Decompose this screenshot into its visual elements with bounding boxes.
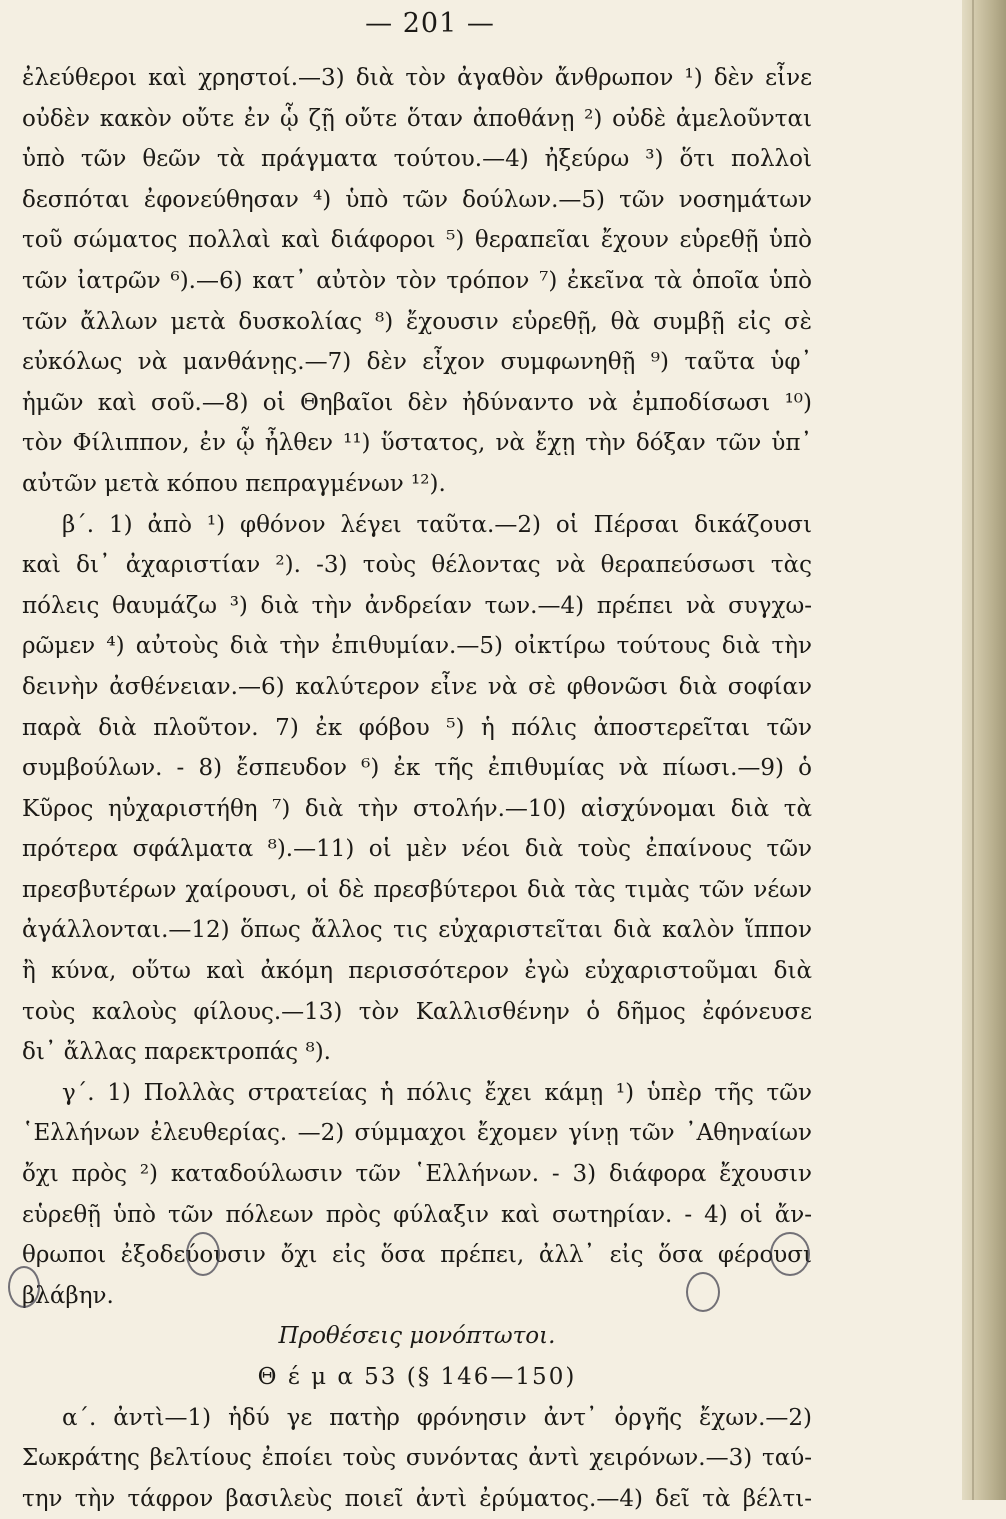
section-heading: Θ έ μ α 53 (§ 146—150)	[257, 1364, 577, 1390]
text-line: παρὰ διὰ πλοῦτον. 7) ἐκ φόβου ⁵) ἡ πόλις ἀποστερεῖται τῶν	[22, 714, 812, 741]
section-heading: Προθέσεις μονόπτωτοι.	[278, 1323, 556, 1350]
text-line: πρότερα σφάλματα ⁸).—11) οἱ μὲν νέοι διὰ τοὺς ἐπαίνους τῶν	[22, 836, 812, 863]
pencil-circle-mark	[770, 1232, 810, 1276]
text-line: Σωκράτης βελτίους ἐποίει τοὺς συνόντας ἀντὶ χειρόνων.—3) ταύ-	[22, 1445, 812, 1472]
text-line: ῾Ελλήνων ἐλευθερίας. —2) σύμμαχοι ἔχομεν γίνῃ τῶν ᾽Αθηναίων	[22, 1120, 812, 1147]
text-line: τῶν ἄλλων μετὰ δυσκολίας ⁸) ἔχουσιν εὑρεθῇ, θὰ συμβῇ εἰς σὲ	[22, 308, 812, 335]
text-line: εὐκόλως νὰ μανθάνῃς.—7) δὲν εἶχον συμφωνηθῇ ⁹) ταῦτα ὑφ᾽	[22, 349, 812, 376]
page-number: — 201 —	[365, 8, 495, 39]
text-line: οὐδὲν κακὸν οὔτε ἐν ᾧ ζῇ οὔτε ὅταν ἀποθάνῃ ²) οὐδὲ ἀμελοῦνται	[22, 105, 812, 132]
text-line: καὶ δι᾽ ἀχαριστίαν ²). -3) τοὺς θέλοντας νὰ θεραπεύσωσι τὰς	[22, 552, 812, 579]
pencil-circle-mark	[186, 1232, 220, 1276]
text-line: δεινὴν ἀσθένειαν.—6) καλύτερον εἶνε νὰ σὲ φθονῶσι διὰ σοφίαν	[22, 673, 812, 700]
text-line: ὑπὸ τῶν θεῶν τὰ πράγματα τούτου.—4) ἠξεύρω ³) ὅτι πολλοὶ	[22, 146, 812, 173]
pencil-circle-mark	[8, 1266, 40, 1308]
text-line: βλάβην.	[22, 1282, 114, 1309]
book-spine-edge	[962, 0, 1006, 1500]
text-line: ρῶμεν ⁴) αὐτοὺς διὰ τὴν ἐπιθυμίαν.—5) οἰκτίρω τούτους διὰ τὴν	[22, 633, 812, 660]
text-line: θρωποι ἐξοδεύουσιν ὄχι εἰς ὅσα πρέπει, ἀλλ᾽ εἰς ὅσα φέρουσι	[22, 1242, 812, 1269]
text-line: δι᾽ ἄλλας παρεκτροπάς ⁸).	[22, 1039, 331, 1066]
text-line: τοὺς καλοὺς φίλους.—13) τὸν Καλλισθένην ὁ δῆμος ἐφόνευσε	[22, 998, 812, 1025]
text-line: εὑρεθῇ ὑπὸ τῶν πόλεων πρὸς φύλαξιν καὶ σωτηρίαν. - 4) οἱ ἄν-	[22, 1201, 812, 1228]
text-line: ὄχι πρὸς ²) καταδούλωσιν τῶν ῾Ελλήνων. - 3) διάφορα ἔχουσιν	[22, 1161, 812, 1188]
text-line: Κῦρος ηὐχαριστήθη ⁷) διὰ τὴν στολήν.—10) αἰσχύνομαι διὰ τὰ	[22, 795, 812, 822]
text-line: πόλεις θαυμάζω ³) διὰ τὴν ἀνδρείαν των.—4) πρέπει νὰ συγχω-	[22, 592, 812, 619]
text-line: την τὴν τάφρον βασιλεὺς ποιεῖ ἀντὶ ἐρύματος.—4) δεῖ τὰ βέλτι-	[22, 1485, 812, 1512]
text-line: συμβούλων. - 8) ἔσπευδον ⁶) ἐκ τῆς ἐπιθυμίας νὰ πίωσι.—9) ὁ	[22, 755, 812, 782]
text-line: α΄. ἀντὶ—1) ἡδύ γε πατὴρ φρόνησιν ἀντ᾽ ὀργῆς ἔχων.—2)	[62, 1404, 812, 1431]
text-line: γ΄. 1) Πολλὰς στρατείας ἡ πόλις ἔχει κάμῃ ¹) ὑπὲρ τῆς τῶν	[62, 1079, 812, 1106]
text-line: ἐλεύθεροι καὶ χρηστοί.—3) διὰ τὸν ἀγαθὸν ἄνθρωπον ¹) δὲν εἶνε	[22, 65, 812, 91]
text-line: β΄. 1) ἀπὸ ¹) φθόνον λέγει ταῦτα.—2) οἱ Πέρσαι δικάζουσι	[62, 511, 812, 538]
text-line: τὸν Φίλιππον, ἐν ᾧ ἦλθεν ¹¹) ὕστατος, νὰ ἔχῃ τὴν δόξαν τῶν ὑπ᾽	[22, 430, 812, 457]
text-line: δεσπόται ἐφονεύθησαν ⁴) ὑπὸ τῶν δούλων.—5) τῶν νοσημάτων	[22, 186, 812, 213]
pencil-circle-mark	[686, 1272, 720, 1312]
text-line: πρεσβυτέρων χαίρουσι, οἱ δὲ πρεσβύτεροι διὰ τὰς τιμὰς τῶν νέων	[22, 876, 812, 903]
text-line: τοῦ σώματος πολλαὶ καὶ διάφοροι ⁵) θεραπεῖαι ἔχουν εὑρεθῇ ὑπὸ	[22, 227, 812, 254]
text-line: ἢ κύνα, οὕτω καὶ ἀκόμη περισσότερον ἐγὼ εὐχαριστοῦμαι διὰ	[22, 958, 812, 985]
text-line: ἡμῶν καὶ σοῦ.—8) οἱ Θηβαῖοι δὲν ἠδύναντο νὰ ἐμποδίσωσι ¹⁰)	[22, 389, 812, 416]
text-line: αὐτῶν μετὰ κόπου πεπραγμένων ¹²).	[22, 470, 446, 497]
text-line: ἀγάλλονται.—12) ὅπως ἄλλος τις εὐχαριστεῖται διὰ καλὸν ἵππον	[22, 917, 812, 944]
text-line: τῶν ἰατρῶν ⁶).—6) κατ᾽ αὐτὸν τὸν τρόπον ⁷) ἐκεῖνα τὰ ὁποῖα ὑπὸ	[22, 267, 812, 294]
